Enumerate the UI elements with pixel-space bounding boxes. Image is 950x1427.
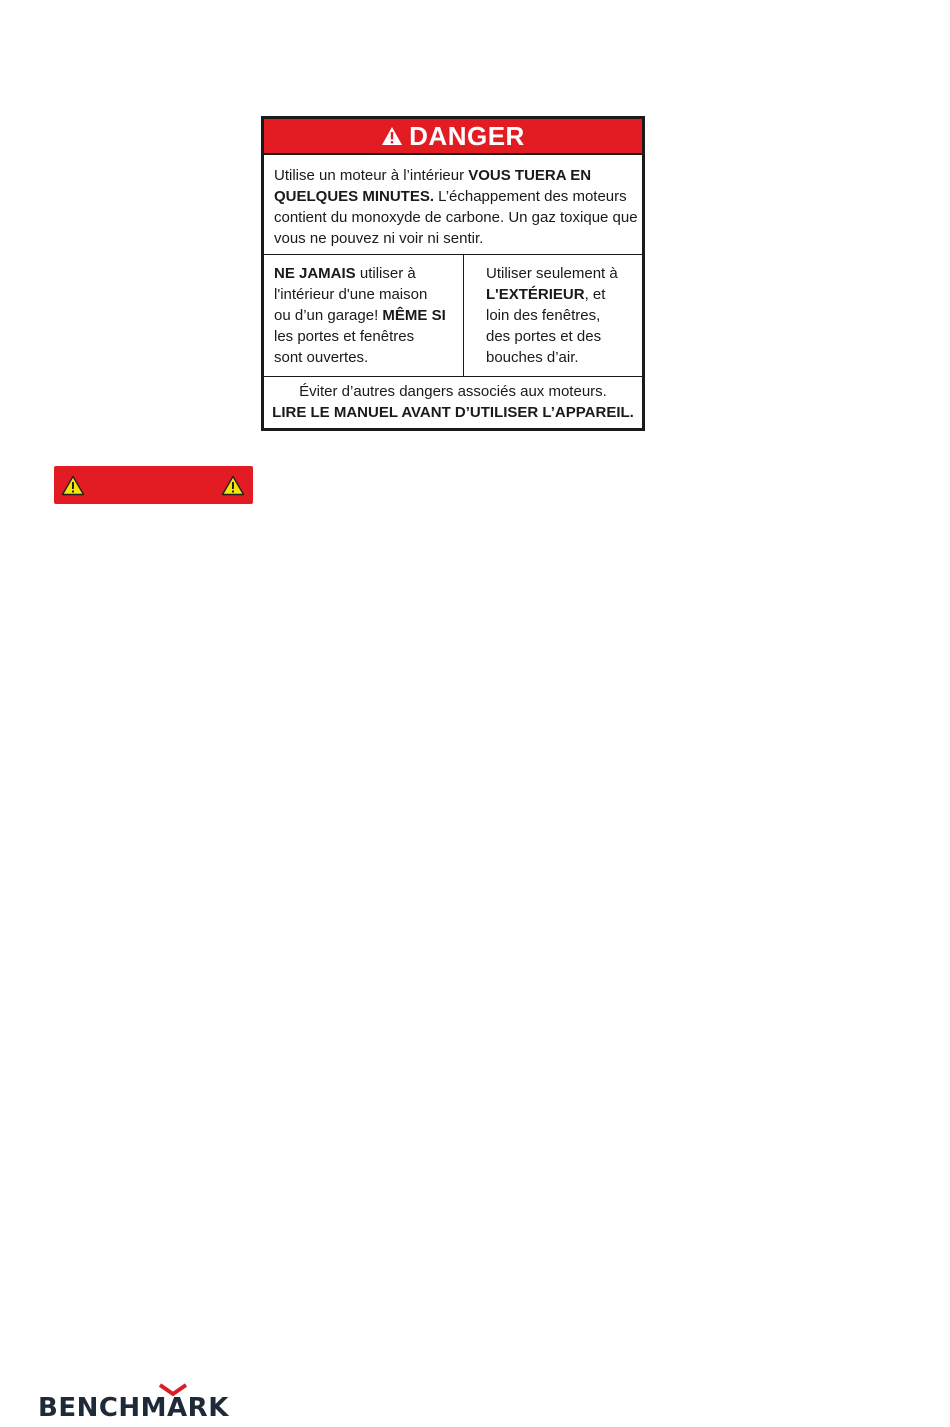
col-text: , et xyxy=(584,286,606,303)
danger-columns xyxy=(264,255,642,377)
body-bold: QUELQUES MINUTES. xyxy=(274,188,435,205)
col-text: utiliser à xyxy=(355,265,416,282)
benchmark-logo xyxy=(38,1383,258,1423)
col-text: loin des fenêtres, xyxy=(486,307,601,324)
col-text: ou d’un garage! xyxy=(274,307,383,324)
col-text: les portes et fenêtres xyxy=(274,328,415,345)
col-text: des portes et des xyxy=(486,328,602,345)
col-text: Utiliser seulement à xyxy=(486,265,618,282)
danger-label xyxy=(261,116,645,431)
footer-bold: LIRE LE MANUEL AVANT D’UTILISER L’APPAREIL. xyxy=(272,404,634,421)
warning-banner xyxy=(54,466,253,504)
danger-footer xyxy=(264,377,642,428)
body-text: Utilise un moteur à l’intérieur xyxy=(274,167,469,184)
body-text: vous ne pouvez ni voir ni sentir. xyxy=(274,230,484,247)
footer-text: Éviter d’autres dangers associés aux moteurs. xyxy=(299,383,607,400)
danger-col-right xyxy=(464,255,642,376)
danger-body-text xyxy=(264,155,642,255)
logo-text: BENCHMARK xyxy=(38,1393,229,1423)
col-bold: L'EXTÉRIEUR xyxy=(486,286,585,303)
body-bold: VOUS TUERA EN xyxy=(468,167,592,184)
col-bold: NE JAMAIS xyxy=(274,265,356,282)
warning-triangle-icon xyxy=(221,475,245,496)
warning-triangle-icon xyxy=(381,126,403,146)
body-text: L’échappement des moteurs xyxy=(434,188,627,205)
danger-title: DANGER xyxy=(409,120,525,151)
col-text: l'intérieur d'une maison xyxy=(274,286,428,303)
col-text: sont ouvertes. xyxy=(274,349,369,366)
col-text: bouches d’air. xyxy=(486,349,579,366)
body-text: contient du monoxyde de carbone. Un gaz toxique que xyxy=(274,209,638,226)
warning-triangle-icon xyxy=(61,475,85,496)
col-bold: MÊME SI xyxy=(382,307,446,324)
danger-col-left xyxy=(264,255,464,376)
danger-header xyxy=(264,119,642,155)
